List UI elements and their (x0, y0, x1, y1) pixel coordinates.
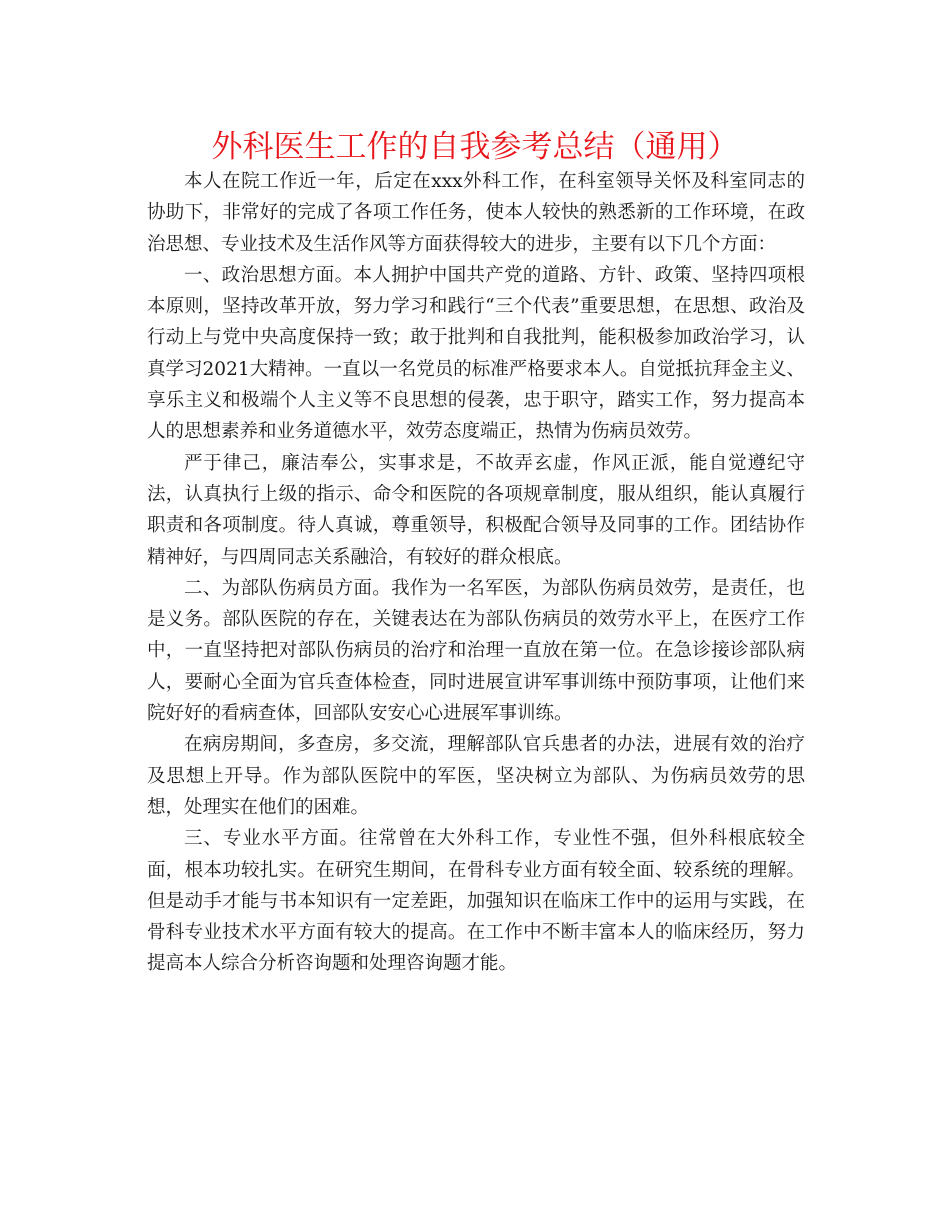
paragraph-discipline: 严于律己，廉洁奉公，实事求是，不故弄玄虚，作风正派，能自觉遵纪守法，认真执行上级的指示、命令和医院的各项规章制度，服从组织，能认真履行职责和各项制度。待人真诚，尊重领导，积极配合领导及同事的工作。团结协作精神好，与四周同志关系融洽，有较好的群众根底。 (147, 452, 805, 568)
document-title: 外科医生工作的自我参考总结（通用） (211, 129, 739, 165)
paragraph-patients: 二、为部队伤病员方面。我作为一名军医，为部队伤病员效劳，是责任，也是义务。部队医院的存在，关键表达在为部队伤病员的效劳水平上，在医疗工作中，一直坚持把对部队伤病员的治疗和治理一直放在第一位。在急诊接诊部队病人，要耐心全面为官兵查体检查，同时进展宣讲军事训练中预防事项，让他们来院好好的看病查体，回部队安安心心进展军事训练。 (147, 577, 805, 725)
paragraph-ward: 在病房期间，多查房，多交流，理解部队官兵患者的办法，进展有效的治疗及思想上开导。作为部队医院中的军医，坚决树立为部队、为伤病员效劳的思想，处理实在他们的困难。 (147, 734, 805, 818)
document-body (147, 166, 805, 980)
paragraph-intro: 本人在院工作近一年，后定在xxx外科工作，在科室领导关怀及科室同志的协助下，非常好的完成了各项工作任务，使本人较快的熟悉新的工作环境，在政治思想、专业技术及生活作风等方面获得较大的进步，主要有以下几个方面： (147, 171, 805, 255)
paragraph-political: 一、政治思想方面。本人拥护中国共产党的道路、方针、政策、坚持四项根本原则，坚持改革开放，努力学习和践行“三个代表”重要思想，在思想、政治及行动上与党中央高度保持一致；敢于批判和自我批判，能积极参加政治学习，认真学习2021大精神。一直以一名党员的标准严格要求本人。自觉抵抗拜金主义、享乐主义和极端个人主义等不良思想的侵袭，忠于职守，踏实工作，努力提高本人的思想素养和业务道德水平，效劳态度端正，热情为伤病员效劳。 (147, 264, 805, 443)
paragraph-professional: 三、专业水平方面。往常曾在大外科工作，专业性不强，但外科根底较全面，根本功较扎实。在研究生期间，在骨科专业方面有较全面、较系统的理解。但是动手才能与书本知识有一定差距，加强知识在临床工作中的运用与实践，在骨科专业技术水平方面有较大的提高。在工作中不断丰富本人的临床经历，努力提高本人综合分析咨询题和处理咨询题才能。 (147, 828, 805, 975)
